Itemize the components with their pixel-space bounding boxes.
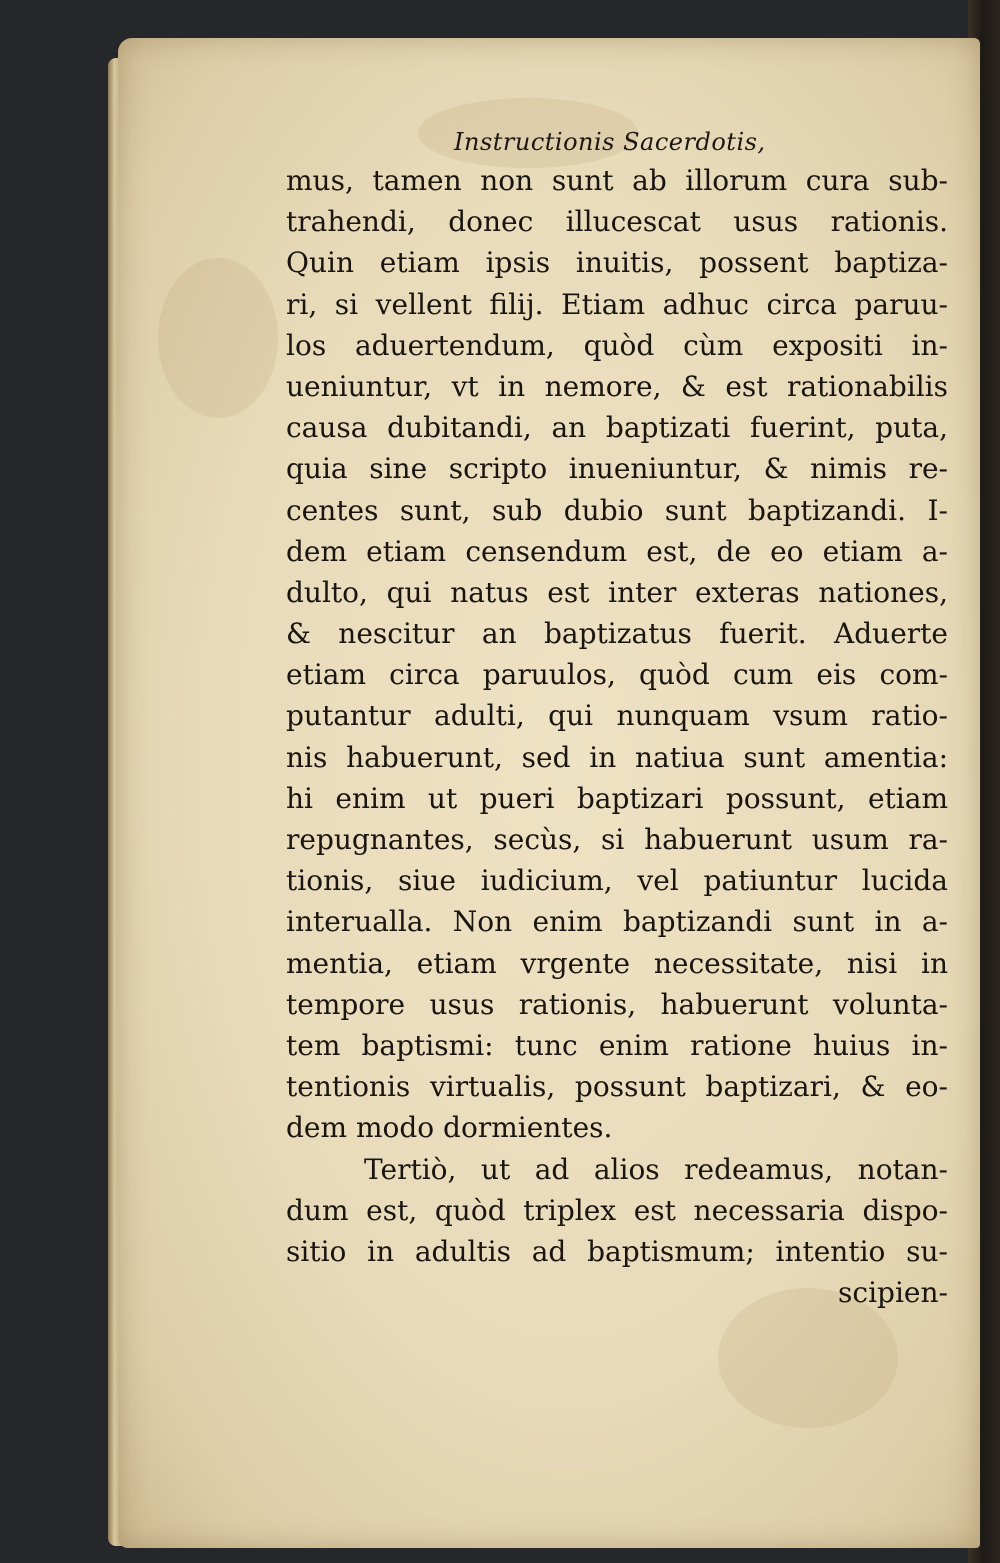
text-line: & nescitur an baptizatus fuerit. Aduerte xyxy=(286,617,948,651)
text-line: nis habuerunt, sed in natiua sunt amentia: xyxy=(286,740,948,774)
text-line: trahendi, donec illucescat usus rationis. xyxy=(286,205,948,239)
foxing-stain xyxy=(158,258,278,418)
text-line: ueniuntur, vt in nemore, & est rationabilis xyxy=(286,369,948,403)
text-line: tionis, siue iudicium, vel patiuntur lucida xyxy=(286,864,948,898)
text-line: dem etiam censendum est, de eo etiam a- xyxy=(286,534,948,568)
text-line: Quin etiam ipsis inuitis, possent baptiza- xyxy=(286,246,948,280)
text-line: sitio in adultis ad baptismum; intentio su- xyxy=(286,1234,948,1268)
text-line: centes sunt, sub dubio sunt baptizandi. I- xyxy=(286,493,948,527)
text-line: mentia, etiam vrgente necessitate, nisi in xyxy=(286,946,948,980)
catchword: scipien- xyxy=(838,1276,948,1310)
text-line: tempore usus rationis, habuerunt volunta- xyxy=(286,987,948,1021)
paragraph-start-line: Tertiò, ut ad alios redeamus, notan- xyxy=(364,1152,948,1186)
text-line: tentionis virtualis, possunt baptizari, & eo- xyxy=(286,1070,948,1104)
text-line: mus, tamen non sunt ab illorum cura sub- xyxy=(286,164,948,197)
text-line: putantur adulti, qui nunquam vsum ratio- xyxy=(286,699,948,733)
running-head: Instructionis Sacerdotis, xyxy=(454,128,766,156)
text-line: tem baptismi: tunc enim ratione huius in- xyxy=(286,1028,948,1062)
text-line: quia sine scripto inueniuntur, & nimis re- xyxy=(286,452,948,486)
text-line: etiam circa paruulos, quòd cum eis com- xyxy=(286,658,948,692)
text-line: repugnantes, secùs, si habuerunt usum ra- xyxy=(286,823,948,856)
text-line: causa dubitandi, an baptizati fuerint, puta, xyxy=(286,411,948,445)
text-line: dulto, qui natus est inter exteras nationes, xyxy=(286,575,948,609)
text-line: hi enim ut pueri baptizari possunt, etiam xyxy=(286,781,948,815)
paragraph-end-line: dem modo dormientes. xyxy=(286,1111,613,1145)
text-line: dum est, quòd triplex est necessaria dispo- xyxy=(286,1193,948,1227)
body-text xyxy=(286,160,948,1313)
text-line: interualla. Non enim baptizandi sunt in a- xyxy=(286,905,948,939)
text-line: los aduertendum, quòd cùm expositi in- xyxy=(286,328,948,362)
text-line: ri, si vellent filij. Etiam adhuc circa paruu- xyxy=(286,287,948,321)
